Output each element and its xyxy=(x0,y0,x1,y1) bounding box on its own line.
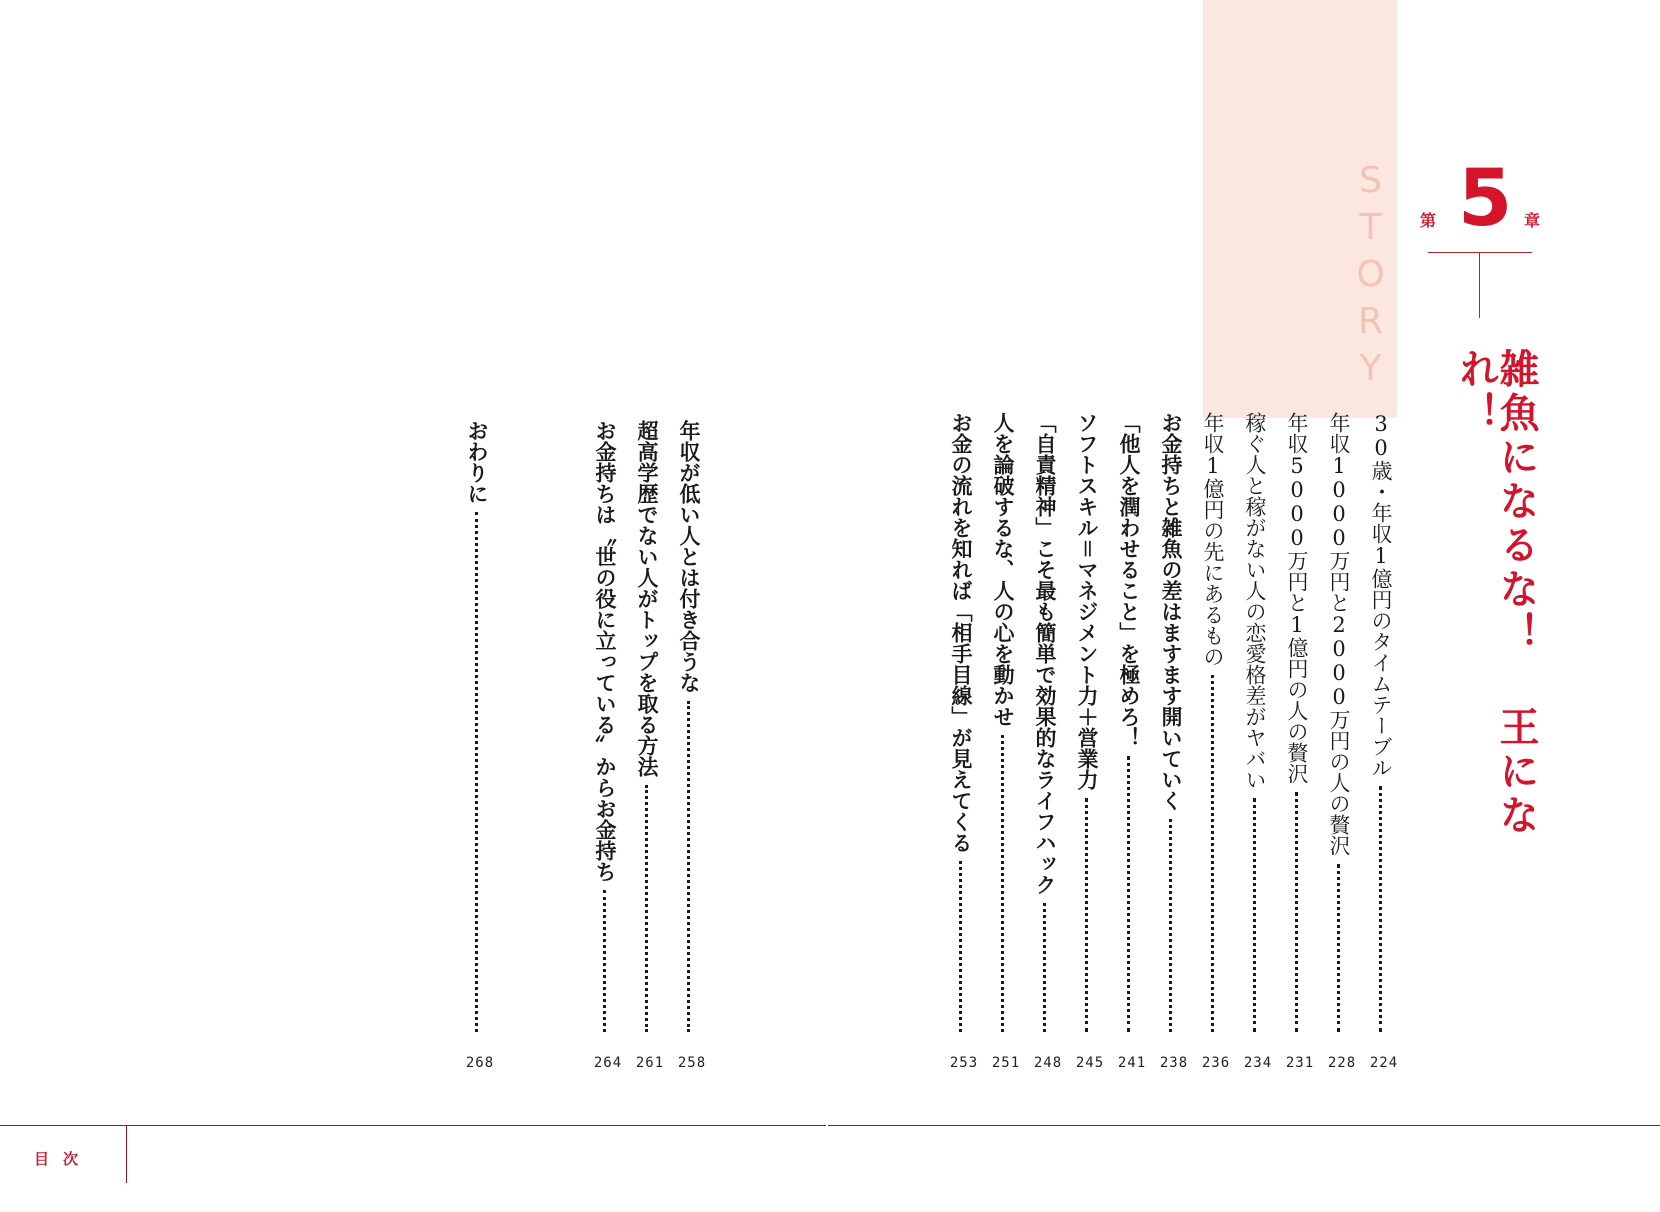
toc-leader-dots xyxy=(1295,792,1298,1032)
toc-leader-dots xyxy=(1379,786,1382,1032)
chapter-rule-vertical xyxy=(1479,252,1480,318)
toc-entry[interactable] xyxy=(636,420,664,1032)
toc-entry-title: 年収5000万円と1億円の人の贅沢 xyxy=(1285,412,1309,784)
toc-page-number: 268 xyxy=(465,1055,495,1071)
toc-entry[interactable] xyxy=(1118,412,1146,1032)
footer-rule-right xyxy=(828,1125,1660,1126)
toc-entry-title: ソフトスキル＝マネジメント力＋営業力 xyxy=(1075,412,1099,790)
toc-entry-title: お金持ちは〝世の役に立っている〟からお金持ち xyxy=(593,420,617,882)
toc-page-number: 236 xyxy=(1201,1055,1231,1071)
toc-entry[interactable] xyxy=(1244,412,1272,1032)
footer-rule-left xyxy=(0,1125,826,1126)
toc-page-number: 251 xyxy=(991,1055,1021,1071)
toc-leader-dots xyxy=(1043,903,1046,1032)
toc-leader-dots xyxy=(959,861,962,1032)
toc-page-number: 228 xyxy=(1327,1055,1357,1071)
footer-divider xyxy=(126,1125,127,1183)
chapter-suffix: 章 xyxy=(1524,211,1541,230)
chapter-rule-horizontal xyxy=(1428,252,1532,253)
toc-entry[interactable] xyxy=(1160,412,1188,1032)
toc-page-number: 245 xyxy=(1075,1055,1105,1071)
chapter-heading xyxy=(1420,154,1550,320)
toc-entry-title: おわりに xyxy=(465,420,489,504)
toc-entry[interactable] xyxy=(1370,412,1398,1032)
toc-entry[interactable] xyxy=(1328,412,1356,1032)
toc-entry[interactable] xyxy=(1034,412,1062,1032)
toc-leader-dots xyxy=(1253,798,1256,1032)
toc-leader-dots xyxy=(687,701,690,1032)
toc-page-number: 258 xyxy=(677,1055,707,1071)
toc-page-number: 264 xyxy=(593,1055,623,1071)
chapter-number: 5 xyxy=(1458,154,1513,244)
toc-entry-title: お金持ちと雑魚の差はますます開いていく xyxy=(1159,412,1183,811)
toc-leader-dots xyxy=(1211,675,1214,1032)
toc-entry-title: 「他人を潤わせること」を極めろ！ xyxy=(1117,412,1141,748)
toc-entry-title: 稼ぐ人と稼がない人の恋愛格差がヤバい xyxy=(1243,412,1267,790)
toc-leader-dots xyxy=(1085,798,1088,1032)
toc-page-number: 238 xyxy=(1159,1055,1189,1071)
story-label: STORY xyxy=(1350,160,1391,395)
toc-entry-title: 超高学歴でない人がトップを取る方法 xyxy=(635,420,659,777)
toc-entry[interactable] xyxy=(1076,412,1104,1032)
toc-entry[interactable] xyxy=(594,420,622,1032)
toc-entry-title: 30歳・年収1億円のタイムテーブル xyxy=(1369,412,1393,778)
toc-page-number: 241 xyxy=(1117,1055,1147,1071)
toc-leader-dots xyxy=(645,785,648,1032)
toc-entry-title: 年収1000万円と2000万円の人の贅沢 xyxy=(1327,412,1351,856)
chapter-title: 雑魚になるな！ 王になれ！ xyxy=(1453,348,1539,838)
toc-page-number: 253 xyxy=(949,1055,979,1071)
toc-leader-dots xyxy=(1127,756,1130,1032)
toc-entry-title: 「自責精神」こそ最も簡単で効果的なライフハック xyxy=(1033,412,1057,895)
toc-leader-dots xyxy=(475,512,478,1032)
toc-entry-title: 人を論破するな、人の心を動かせ xyxy=(991,412,1015,727)
toc-page-number: 234 xyxy=(1243,1055,1273,1071)
toc-entry-title: お金の流れを知れば「相手目線」が見えてくる xyxy=(949,412,973,853)
toc-entry[interactable] xyxy=(992,412,1020,1032)
toc-entry-title: 年収1億円の先にあるもの xyxy=(1201,412,1225,667)
footer-label: 目次 xyxy=(34,1150,93,1168)
toc-entry[interactable] xyxy=(1202,412,1230,1032)
toc-entry-afterword[interactable] xyxy=(466,420,494,1032)
toc-page-number: 261 xyxy=(635,1055,665,1071)
toc-page-number: 248 xyxy=(1033,1055,1063,1071)
toc-leader-dots xyxy=(603,890,606,1032)
toc-leader-dots xyxy=(1337,864,1340,1032)
toc-entry-title: 年収が低い人とは付き合うな xyxy=(677,420,701,693)
toc-leader-dots xyxy=(1169,819,1172,1032)
toc-leader-dots xyxy=(1001,735,1004,1032)
toc-page-number: 231 xyxy=(1285,1055,1315,1071)
toc-entry[interactable] xyxy=(1286,412,1314,1032)
toc-entry[interactable] xyxy=(678,420,706,1032)
toc-page-number: 224 xyxy=(1369,1055,1399,1071)
toc-entry[interactable] xyxy=(950,412,978,1032)
chapter-prefix: 第 xyxy=(1420,211,1437,230)
